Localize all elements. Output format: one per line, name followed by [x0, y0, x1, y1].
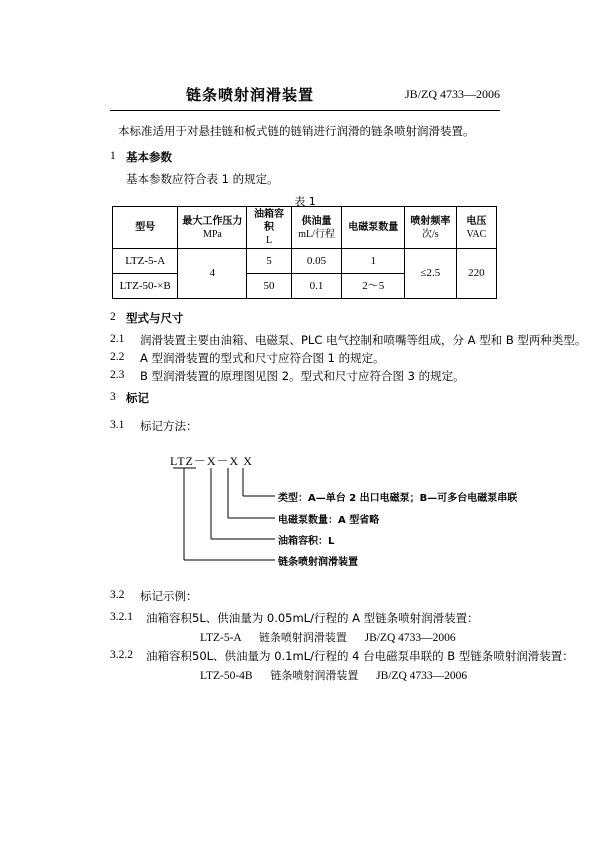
- designation-callout-tank-volume: 油箱容积：L: [278, 536, 335, 547]
- cell-pressure: 4: [178, 249, 247, 299]
- cell-supply: 0.1: [291, 274, 342, 299]
- column-header-frequency: [405, 207, 457, 249]
- cell-voltage: 220: [456, 249, 496, 299]
- example-2-mark-code: JB/ZQ 4733—2006: [376, 670, 468, 682]
- designation-callout-pump-count: 电磁泵数量：A 型省略: [278, 515, 380, 526]
- section-1-number: 1: [110, 150, 116, 162]
- clause-2-3-number: 2.3: [110, 369, 125, 381]
- example-1-mark: [200, 629, 456, 645]
- section-3-heading: 标记: [126, 391, 149, 405]
- column-header-model: [113, 207, 178, 249]
- clause-3-2-number: 3.2: [110, 589, 125, 601]
- column-header-voltage-unit: VAC: [466, 228, 487, 240]
- column-header-pumps: [342, 207, 405, 249]
- example-2-mark: [200, 667, 467, 683]
- cell-pumps: 1: [342, 249, 405, 274]
- table-caption: 表 1: [294, 195, 316, 208]
- clause-2-1-number: 2.1: [110, 333, 125, 345]
- column-header-frequency-unit: 次/s: [422, 228, 439, 240]
- example-2-mark-name: 链条喷射润滑装置: [270, 669, 359, 682]
- cell-model: LTZ-5-A: [113, 249, 178, 274]
- standard-code: JB/ZQ 4733—2006: [404, 87, 500, 101]
- table-header-row: [113, 207, 497, 249]
- designation-callout-type: 类型：A—单台 2 出口电磁泵；B—可多台电磁泵串联: [278, 493, 518, 504]
- example-2-mark-model: LTZ-50-4B: [200, 670, 253, 682]
- intro-paragraph: 本标准适用于对悬挂链和板式链的链销进行润滑的链条喷射润滑装置。: [118, 124, 475, 138]
- designation-code: LTZ－X－X X: [170, 454, 253, 468]
- column-header-frequency-label: 喷射频率: [410, 215, 451, 227]
- example-1-mark-model: LTZ-5-A: [200, 632, 242, 644]
- clause-2-2-number: 2.2: [110, 351, 125, 363]
- column-header-model-label: 型号: [135, 222, 156, 233]
- section-1-heading: 基本参数: [126, 150, 172, 164]
- cell-volume: 5: [247, 249, 291, 274]
- cell-volume: 50: [247, 274, 291, 299]
- column-header-volume-label: 油箱容积: [254, 209, 285, 233]
- section-2-heading: 型式与尺寸: [126, 311, 184, 325]
- column-header-pressure: [178, 207, 247, 249]
- example-1-number: 3.2.1: [110, 611, 133, 623]
- column-header-supply: [291, 207, 342, 249]
- column-header-pressure-unit: MPa: [202, 228, 222, 240]
- column-header-pumps-label: 电磁泵数量: [348, 222, 399, 233]
- cell-frequency: ≤2.5: [405, 249, 457, 299]
- column-header-voltage: [456, 207, 496, 249]
- column-header-supply-label: 供油量: [301, 215, 332, 227]
- example-2-number: 3.2.2: [110, 649, 133, 661]
- clause-2-1-text: 润滑装置主要由油箱、电磁泵、PLC 电气控制和喷嘴等组成，分 A 型和 B 型两种类型。: [140, 333, 587, 347]
- column-header-volume-unit: L: [265, 235, 273, 246]
- section-3-number: 3: [110, 391, 116, 403]
- header-divider: [110, 110, 500, 111]
- clause-2-3-text: B 型润滑装置的原理图见图 2。型式和尺寸应符合图 3 的规定。: [140, 369, 465, 383]
- cell-model: LTZ-50-×B: [113, 274, 178, 299]
- cell-pumps: 2～5: [342, 274, 405, 299]
- column-header-voltage-label: 电压: [466, 215, 487, 227]
- example-2-description: 油箱容积50L、供油量为 0.1mL/行程的 4 台电磁泵串联的 B 型链条喷射润滑装置：: [146, 649, 574, 663]
- example-1-mark-code: JB/ZQ 4733—2006: [364, 632, 456, 644]
- page-header: [110, 84, 500, 108]
- clause-3-2-text: 标记示例：: [140, 589, 198, 603]
- section-1-body: 基本参数应符合表 1 的规定。: [126, 172, 279, 186]
- column-header-pressure-label: 最大工作压力: [182, 215, 243, 227]
- cell-supply: 0.05: [291, 249, 342, 274]
- designation-diagram: [110, 452, 518, 582]
- page-title: 链条喷射润滑装置: [185, 86, 314, 104]
- example-1-mark-name: 链条喷射润滑装置: [258, 631, 347, 644]
- parameters-table: [112, 206, 497, 299]
- column-header-volume: [247, 207, 291, 249]
- clause-2-2-text: A 型润滑装置的型式和尺寸应符合图 1 的规定。: [140, 351, 385, 365]
- section-2-number: 2: [110, 311, 116, 323]
- clause-3-1-text: 标记方法：: [140, 419, 198, 433]
- clause-3-1-number: 3.1: [110, 419, 125, 431]
- example-1-description: 油箱容积5L、供油量为 0.05mL/行程的 A 型链条喷射润滑装置：: [146, 611, 479, 625]
- column-header-supply-unit: mL/行程: [298, 228, 335, 240]
- designation-callout-product: 链条喷射润滑装置: [278, 557, 358, 568]
- table-row: [113, 249, 497, 274]
